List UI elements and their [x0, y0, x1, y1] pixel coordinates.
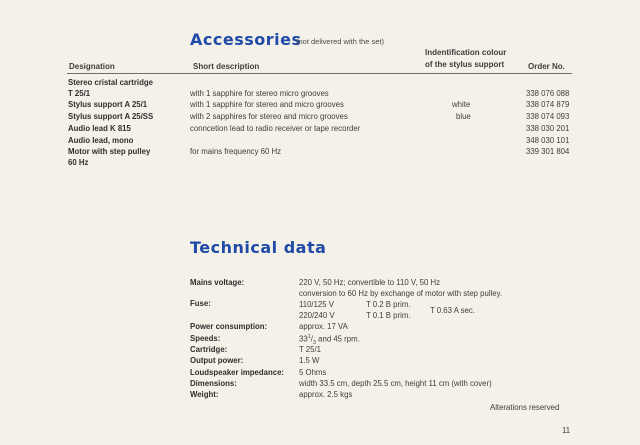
row-3-designation: Stylus support A 25/SS: [68, 112, 154, 121]
loudspeaker-value: 5 Ohms: [299, 368, 327, 377]
row-1-description: with 1 sapphire for stereo micro grooves: [190, 89, 329, 98]
speeds-whole: 33: [299, 334, 308, 344]
row-5-order: 348 030 101: [526, 136, 570, 145]
col-description: Short description: [193, 62, 260, 71]
col-designation: Designation: [69, 62, 115, 71]
alterations-note: Alterations reserved: [490, 403, 560, 412]
row-6-designation: Motor with step pulley: [68, 147, 151, 156]
row-2-description: with 1 sapphire for stereo and micro grooves: [190, 100, 344, 109]
weight-value: approx. 2.5 kgs: [299, 390, 353, 399]
fuse-voltage-1: 110/125 V: [299, 300, 334, 309]
row-6-order: 339 301 804: [526, 147, 570, 156]
row-0-designation: Stereo cristal cartridge: [68, 78, 153, 87]
row-5-designation: Audio lead, mono: [68, 136, 134, 145]
output-label: Output power:: [190, 356, 244, 365]
fuse-rating-2: T 0.1 B prim.: [366, 311, 411, 320]
dimensions-label: Dimensions:: [190, 379, 237, 388]
row-4-designation: Audio lead K 815: [68, 124, 131, 133]
row-2-designation: Stylus support A 25/1: [68, 100, 148, 109]
fuse-label: Fuse:: [190, 299, 211, 308]
output-value: 1.5 W: [299, 356, 320, 365]
fuse-secondary: T 0.63 A sec.: [430, 306, 475, 315]
row-3-description: with 2 sapphires for stereo and micro grooves: [190, 112, 348, 121]
speeds-label: Speeds:: [190, 334, 221, 343]
mains-line1: 220 V, 50 Hz; convertible to 110 V, 50 Hz: [299, 278, 441, 287]
row-1-order: 338 076 088: [526, 89, 570, 98]
weight-label: Weight:: [190, 390, 219, 399]
speeds-denominator: 3: [312, 340, 316, 347]
page-number: 11: [562, 426, 571, 435]
row-3-colour: blue: [456, 112, 471, 121]
header-rule: [67, 73, 572, 74]
row-1-designation: T 25/1: [68, 89, 91, 98]
technical-heading: Technical data: [190, 238, 327, 257]
accessories-heading: Accessories: [190, 30, 302, 49]
col-colour-line1: Indentification colour: [425, 48, 507, 57]
cartridge-label: Cartridge:: [190, 345, 228, 354]
cartridge-value: T 25/1: [299, 345, 321, 354]
accessories-note: (not delivered with the set): [296, 37, 384, 46]
row-4-order: 338 030 201: [526, 124, 570, 133]
speeds-value: $33^1/_3$ and 45 rpm.: [299, 334, 360, 347]
row-4-description: conncetion lead to radio receiver or tape recorder: [190, 124, 361, 133]
speeds-numerator: 1: [307, 334, 311, 340]
row-3-order: 338 074 093: [526, 112, 570, 121]
col-order: Order No.: [528, 62, 565, 71]
row-2-colour: white: [452, 100, 471, 109]
fuse-rating-1: T 0.2 B prim.: [366, 300, 411, 309]
power-value: approx. 17 VA: [299, 322, 348, 331]
row-7-designation: 60 Hz: [68, 158, 89, 167]
loudspeaker-label: Loudspeaker impedance:: [190, 368, 285, 377]
col-colour-line2: of the stylus support: [425, 60, 505, 69]
fuse-voltage-2: 220/240 V: [299, 311, 335, 320]
row-2-order: 338 074 879: [526, 100, 570, 109]
dimensions-value: width 33.5 cm, depth 25.5 cm, height 11 cm (with cover): [299, 379, 492, 388]
row-6-description: for mains frequency 60 Hz: [190, 147, 282, 156]
mains-line2: conversion to 60 Hz by exchange of motor with step pulley.: [299, 289, 503, 298]
power-label: Power consumption:: [190, 322, 268, 331]
speeds-rest: and 45 rpm.: [318, 334, 360, 344]
mains-label: Mains voltage:: [190, 278, 245, 287]
